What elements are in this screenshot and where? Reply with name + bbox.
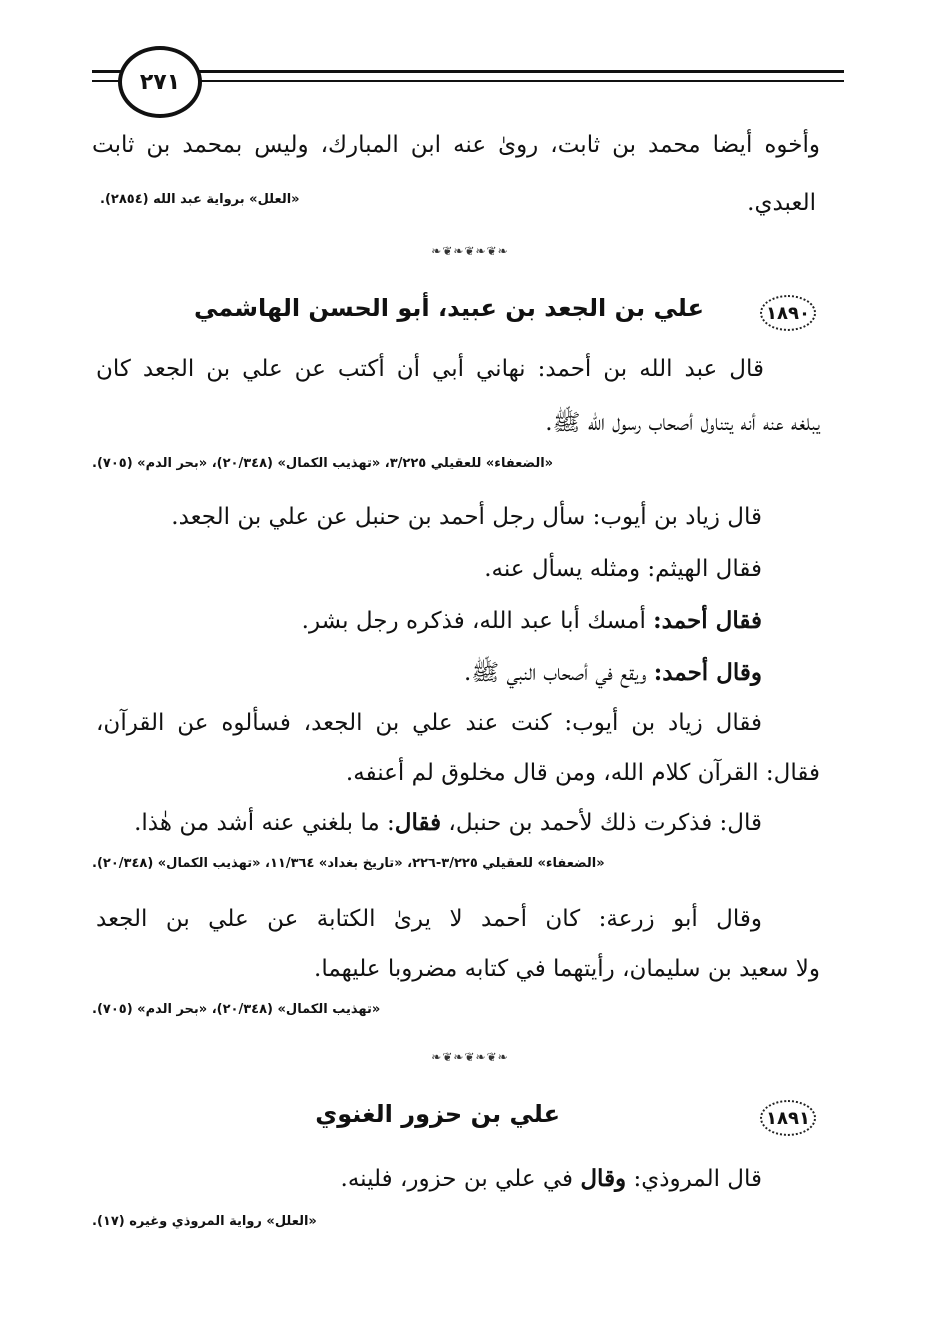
entry-number: ١٨٩١ (766, 1107, 810, 1129)
section-divider: ❧❦❧❦❧❦❧ (431, 1050, 509, 1064)
intro-source: «العلل» برواية عبد الله (٢٨٥٤). (100, 192, 300, 207)
speech-text: قال المروذي: (626, 1166, 762, 1192)
page-number (118, 46, 202, 118)
header-rule-bottom (92, 80, 844, 82)
entry-number-badge (760, 293, 816, 333)
speech-text: : ما بلغني عنه أشد من هٰذا. (134, 810, 395, 836)
paragraph-line: فقال الهيثم: ومثله يسأل عنه. (484, 556, 762, 582)
entry-number: ١٨٩٠ (766, 302, 810, 324)
speaker-label: وقال (580, 1165, 627, 1192)
paragraph-line (92, 1162, 762, 1196)
intro-line-2: العبدي. (747, 190, 816, 216)
paragraph-line (92, 604, 762, 638)
entry-number-badge (760, 1098, 816, 1138)
section-divider: ❧❦❧❦❧❦❧ (431, 244, 509, 258)
speech-text: أمسك أبا عبد الله، فذكره رجل بشر. (301, 608, 654, 634)
source-citation: «تهذيب الكمال» (٢٠/٣٤٨)، «بحر الدم» (٧٠٥). (92, 1002, 381, 1017)
paragraph-line: يبلغه عنه أنه يتناول أصحاب رسول الله ﷺ. (545, 410, 820, 436)
speech-text: قال: فذكرت ذلك لأحمد بن حنبل، (441, 810, 762, 836)
speaker-label: وقال أحمد: (653, 659, 762, 686)
paragraph-line: ولا سعيد بن سليمان، رأيتهما في كتابه مضروبا عليهما. (314, 956, 820, 982)
paragraph-line: وقال أبو زرعة: كان أحمد لا يرىٰ الكتابة عن علي بن الجعد (96, 906, 762, 932)
page-number-text: ٢٧١ (139, 69, 181, 95)
header-rule-top (92, 70, 844, 73)
paragraph-line: فقال زياد بن أيوب: كنت عند علي بن الجعد، فسألوه عن القرآن، (96, 710, 762, 736)
paragraph-line: فقال: القرآن كلام الله، ومن قال مخلوق لم أعنفه. (345, 760, 820, 786)
speaker-label: فقال أحمد: (653, 607, 762, 634)
source-citation: «الضعفاء» للعقيلي ٣/٢٢٥-٢٢٦، «تاريخ بغداد» ١١/٣٦٤، «تهذيب الكمال» (٢٠/٣٤٨). (92, 856, 605, 871)
entry-title: علي بن الجعد بن عبيد، أبو الحسن الهاشمي (194, 294, 704, 322)
source-citation: «العلل» رواية المروذي وغيره (١٧). (92, 1214, 317, 1229)
paragraph-line (96, 806, 762, 840)
paragraph-line: قال زياد بن أيوب: سأل رجل أحمد بن حنبل عن علي بن الجعد. (171, 504, 762, 530)
speaker-label: فقال (394, 809, 442, 836)
entry-title: علي بن حزور الغنوي (315, 1100, 560, 1128)
intro-line-1: وأخوه أيضا محمد بن ثابت، روىٰ عنه ابن المبارك، وليس بمحمد بن ثابت (92, 132, 820, 158)
source-citation: «الضعفاء» للعقيلي ٣/٢٢٥، «تهذيب الكمال» (٢٠/٣٤٨)، «بحر الدم» (٧٠٥). (92, 456, 554, 471)
paragraph-line (92, 656, 762, 690)
paragraph-line: قال عبد الله بن أحمد: نهاني أبي أن أكتب عن علي بن الجعد كان (96, 356, 764, 382)
speech-text: في علي بن حزور، فلينه. (340, 1166, 581, 1192)
speech-text: ويقع في أصحاب النبي ﷺ. (464, 660, 654, 686)
